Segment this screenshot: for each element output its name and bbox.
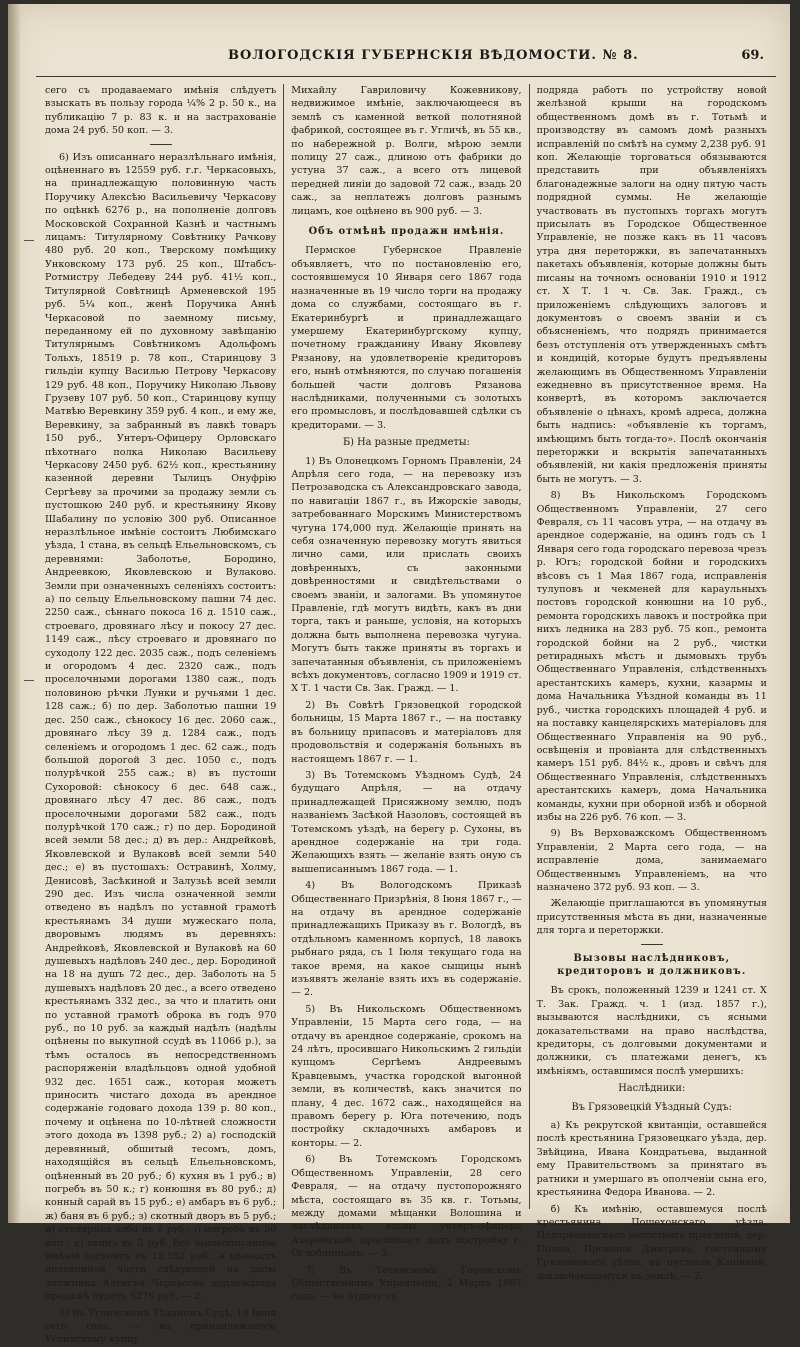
section-title-revocation: Объ отмѣнѣ продажи имѣнія. bbox=[308, 226, 505, 238]
column-3 bbox=[529, 84, 774, 1282]
list-item: б) Къ имѣнію, оставшемуся послѣ крестьянина Пошехонскаго уѣзда, Подорвановскаго волостнаго правленія, дер. Полом, Прокопія Дмитрева, состоящему Грязовецкаго уѣзда, въ пустоши Кашиной, заключающемуся въ землѣ. — 2. bbox=[536, 1203, 767, 1282]
separator bbox=[641, 944, 663, 945]
paragraph: подряда работъ по устройству новой желѣзной крыши на городскомъ общественномъ домѣ въ г. Тотьмѣ и производству въ самомъ домѣ разныхъ исправленій по смѣтѣ на сумму 2,238 руб. 91 коп. Желающіе торговаться обязываются представить при объявленіяхъ благонадежные залоги на одну пятую часть подрядной суммы. Не желающіе участвовать въ пустопыхъ торгахъ могутъ присылать въ Городское Общественное Управленіе, не позже какъ въ 11 часовъ утра дня переторжки, въ запечатанныхъ пакетахъ объявленія, которые должны быть писаны на точномъ основаніи 1910 и 1912 ст. X Т. 1 ч. Св. Зак. Гражд., съ приложеніемъ слѣдующихъ залоговъ и документовъ о своемъ званіи и съ объясненіемъ, что подрядъ принимается безъ отступленія отъ утвержденныхъ смѣтъ и кондицій, которые будутъ предъявлены желающимъ въ Общественномъ Управленіи ежедневно въ присутственное время. На конвертѣ, въ которомъ заключается объявленіе о цѣнахъ, кромѣ адреса, должна быть надпись: «объявленіе къ торгамъ, имѣющимъ быть тогда-то». Послѣ окончанія переторжки и вскрытія запечатанныхъ объявленій, ни какія предложенія приняты быть не могутъ. — 3. bbox=[536, 85, 767, 485]
header-rule bbox=[36, 76, 776, 77]
column-1 bbox=[38, 84, 283, 1346]
running-head: ВОЛОГОДСКІЯ ГУБЕРНСКІЯ ВѢДОМОСТИ. № 8. bbox=[228, 48, 639, 63]
margin-mark bbox=[24, 680, 34, 681]
subsection-heirs: Наслѣдники: bbox=[618, 1083, 686, 1095]
section-title-heirs: Вызовы наслѣдниковъ, кредиторовъ и должниковъ. bbox=[557, 952, 747, 977]
list-item: 4) Въ Вологодскомъ Приказѣ Общественнаго Призрѣнія, 8 Іюня 1867 г., — на отдачу въ арендное содержаніе принадлежащихъ Приказу въ г. Вологдѣ, въ отдѣльномъ каменномъ корпусѣ, 18 лавокъ рыбнаго ряда, съ 1 Іюля текущаго года на такое время, на какое сыщицы нынѣ изъявятъ желаніе взять ихъ въ содержаніе. — 2. bbox=[291, 880, 522, 999]
page-header bbox=[48, 44, 770, 70]
list-item: 8) Въ Никольскомъ Городскомъ Общественномъ Управленіи, 27 сего Февраля, съ 11 часовъ утра, — на отдачу въ арендное содержаніе, на одинъ годъ съ 1 Января сего года городскаго перевоза чрезъ р. Югъ; городской бойни и городскихъ вѣсовъ съ 1 Мая 1867 года, исправленія тулуповъ и чекменей для караульныхъ постовъ городской конюшни на 10 руб., ремонта городскихъ лавокъ и постройка при нихъ ледника на 283 руб. 75 коп., ремонта городской бойни на 2 руб., чистки ретирадныхъ мѣстъ и дымовыхъ трубъ Общественнаго Управленія, слѣдственныхъ арестантскихъ камеръ, кухни, казармы и дома Начальника Уѣздной команды въ 11 руб., чистка городскихъ площадей 4 руб. и на поставку канцелярскихъ матеріаловъ для Общественнаго Управленія на 90 руб., освѣщенія и провіанта для слѣдственныхъ камеръ 151 руб. 84½ к., дровъ и свѣчъ для Общественнаго Управленія, слѣдственныхъ арестантскихъ камеръ, дома Начальника команды, кухни при оборной избѣ и оборной избы на 226 руб. 76 коп. — 3. bbox=[536, 490, 767, 823]
list-item: 2) Въ Совѣтѣ Грязовецкой городской больницы, 15 Марта 1867 г., — на поставку въ больницу припасовъ и матеріаловъ для продовольствія и содержанія больныхъ въ настоящемъ 1867 г. — 1. bbox=[291, 699, 522, 765]
list-item: 7) Въ Тотемскомъ Городскомъ Общественномъ Управленіи, 2 Марта 1867 года, — на отдачу съ bbox=[291, 1264, 522, 1303]
section-title-various: Б) На разные предметы: bbox=[342, 437, 470, 449]
paragraph: Пермское Губернское Правленіе объявляетъ, что по постановленію его, состоявшемуся 10 Января сего 1867 года назначенные въ 19 число торги на продажу дома со службами, состоящаго въ г. Екатеринбургѣ и принадлежащаго умершему Екатеринбургскому купцу, почетному гражданину Ивану Яковлеву Рязанову, на удовлетвореніе кредиторовъ его, нынѣ отмѣняются, по случаю погашенія большей части долговъ Рязанова наслѣдниками, полученными съ золотыхъ его промысловъ, и послѣдовавшей сдѣлки съ кредиторами. — 3. bbox=[291, 245, 522, 431]
list-item: 1) Въ Олонецкомъ Горномъ Правленіи, 24 Апрѣля сего года, — на перевозку изъ Петрозаводска съ Александровскаго завода, по навигаціи 1867 г., въ Ижорскіе заводы, затребованнаго Морскимъ Министерствомъ чугуна 174,000 пуд. Желающіе принять на себя означенную перевозку могутъ явиться лично сами, или прислать своихъ довѣренныхъ, съ законными довѣренностями и свидѣтельствами о своемъ званіи, и залогами. Въ упомянутое Правленіе, гдѣ могутъ видѣть, какъ въ дни торга, такъ и раньше, условія, на которыхъ должна быть выполнена перевозка чугуна. Могутъ быть также приняты въ торгахъ и запечатанныя объявленія, съ приложеніемъ всѣхъ документовъ, согласно 1909 и 1919 ст. X Т. 1 части Св. Зак. Гражд. — 1. bbox=[291, 455, 522, 695]
list-item: 9) Въ Верховажскомъ Общественномъ Управленіи, 2 Марта сего года, — на исправленіе дома, занимаемаго Общественнымъ Управленіемъ, на что назначено 372 руб. 93 коп. — 3. bbox=[536, 828, 767, 893]
column-2 bbox=[283, 84, 528, 1303]
separator bbox=[150, 144, 172, 145]
text-columns bbox=[38, 84, 774, 1346]
page-spine bbox=[8, 4, 20, 1223]
paragraph: Въ срокъ, положенный 1239 и 1241 ст. X Т. Зак. Гражд. ч. 1 (изд. 1857 г.), вызываются наслѣдники, съ ясными доказательствами на право наслѣдства, кредиторы, съ долговыми документами и должники, съ платежами денегъ, къ имѣніямъ, оставшимся послѣ умершихъ: bbox=[536, 985, 767, 1077]
subsection-court: Въ Грязовецкій Уѣздный Судъ: bbox=[571, 1101, 732, 1113]
list-item: 3) Въ Тотемскомъ Уѣздномъ Судѣ, 24 будущаго Апрѣля, — на отдачу принадлежащей Присяжному землю, подъ названіемъ Засѣкой Назоловъ, состоящей въ Тотемскомъ уѣздѣ, на берегу р. Сухоны, въ арендное содержаніе на три года. Желающихъ взять — желаніе взять оную съ вышеписаннымъ 1867 года. — 1. bbox=[291, 769, 522, 875]
paragraph: сего съ продаваемаго имѣнія слѣдуетъ взыскать въ пользу города ¼% 2 р. 50 к., на публикацію 7 р. 83 к. и на застрахованіе дома 24 руб. 50 коп. — 3. bbox=[45, 85, 277, 137]
list-item: а) Къ рекрутской квитанціи, оставшейся послѣ крестьянина Грязовецкаго уѣзда, дер. Звѣйцина, Ивана Кондратьева, выданной ему Правительствомъ за принятаго въ ратники и умершаго въ ополченіи сына его, крестьянина Федора Иванова. — 2. bbox=[536, 1120, 767, 1199]
margin-mark bbox=[24, 240, 34, 241]
list-item: 6) Въ Тотемскомъ Городскомъ Общественномъ Управленіи, 28 сего Февраля, — на отдачу пустопорожняго мѣста, состоящаго въ 35 кв. г. Тотьмы, между домами мѣщанки Волошина и наслѣдниковъ вдовы унтеръ-офицера Азаринской, просившаго подъ постройку г. Оглоблинымъ. — 3. bbox=[291, 1154, 522, 1260]
list-item: 5) Въ Никольскомъ Общественномъ Управленіи, 15 Марта сего года, — на отдачу въ арендное содержаніе, срокомъ на 24 лѣтъ, просившаго Никольскимъ 2 гильдіи купцомъ Сергѣемъ Андреевымъ Кравцевымъ, участка городской выгонной земли, въ количествѣ, какъ значится по плану, 4 дес. 1672 саж., находящейся на правомъ берегу р. Юга потечению, подъ постройку складочныхъ амбаровъ и конторы. — 2. bbox=[291, 1003, 522, 1149]
page-number: 69. bbox=[741, 48, 764, 63]
paragraph: 5) Въ Угличскомъ Уѣздномъ Судѣ, 19 Іюня сего года, — на принадлежащую Угличскому купцу bbox=[45, 1307, 277, 1346]
paragraph: Михайлу Гавриловичу Кожевникову, недвижимое имѣніе, заключающееся въ землѣ съ каменной веткой полотняной фабрикой, состоящее въ г. Угличѣ, въ 55 кв., по набережной р. Волги, мѣрою земли полицу 27 саж., длиною отъ фабрики до устуна 37 саж., а всего отъ лицевой передней линіи до задовой 72 саж., взадь 20 саж., за неплатежъ долговъ разнымъ лицамъ, кое оцѣнено въ 900 руб. — 3. bbox=[291, 85, 522, 217]
newspaper-page bbox=[8, 4, 790, 1346]
paragraph: 6) Изъ описаннаго неразлѣльнаго имѣнія, оцѣненнаго въ 12559 руб. г.г. Черкасовыхъ, на принадлежащую половинную часть Поручику Алексѣю Васильевичу Черкасову по оцѣнкѣ 6276 р., на пополненіе долговъ Московской Сохранной Казнѣ и частнымъ лицамъ: Титулярному Совѣтнику Рачкову 480 руб. 20 коп., Тверскому помѣщику Унковскому 173 руб. 25 коп., Штабсъ-Ротмистру Лебедеву 244 руб. 41½ коп., Титулярной Совѣтницѣ Арменевской 195 руб. 5¼ коп., женѣ Поручика Аннѣ Черкасовой по заемному письму, переданному ей по духовному завѣщанію Титулярнымъ Совѣтникомъ Адольфомъ Тольхъ, 18519 р. 78 коп., Старинцову 3 гильдіи купцу Василью Петрову Черкасову 129 руб. 48 коп., Поручику Николаю Львову Грузеву 107 руб. 50 коп., Старинцову купцу Матвѣю Веревкину 359 руб. 4 коп., и ему же, Веревкину, за забранный въ лавкѣ товаръ 150 руб., Унтеръ-Офицеру Орловскаго пѣхотнаго полка Николаю Васильеву Черкасову 2450 руб. 62½ коп., крестьянину казенной деревни Тылицъ Онуфрію Сергѣеву за прочими за продажу земли съ пустошкою 240 руб. и крестьянину Якову Шабалину по условію 300 руб. Описанное неразлѣльное имѣніе состоитъ Любимскаго уѣзда, 1 стана, въ сельцѣ Ельельновскомъ, съ деревнями: Заболотье, Бородино, Андреевкою, Яковлевскою и Вулаково. Земли при означенныхъ селеніяхъ состоитъ: а) по сельцу Ельельновскому пашни 74 дес. 2250 саж., сѣннаго покоса 16 д. 1510 саж., строеваго, дровянаго лѣсу и покосу 27 дес. 1149 саж., лѣсу строеваго и дровянаго по суходолу 122 дес. 2035 саж., подъ селеніемъ и огородомъ 4 дес. 2320 саж., подъ проселочными дорогами 1380 саж., подъ половиною рѣчки Лунки и ручьями 1 дес. 128 саж.; б) по дер. Заболотью пашни 19 дес. 250 саж., сѣнокосу 16 дес. 2060 саж., дровянаго лѣсу 39 д. 1284 саж., подъ селеніемъ и огородомъ 1 дес. 62 саж., подъ большой дорогой 3 дес. 1050 с., подъ полурѣчкой 255 саж.; в) въ пустоши Сухоровой: сѣнокосу 6 дес. 648 саж., дровянаго лѣсу 47 дес. 86 саж., подъ проселочными дорогами 582 саж., подъ полурѣчкой 170 саж.; г) по дер. Бородиной всей земли 58 дес.; д) въ дер.: Андрейковѣ, Яковлевской и Вулаковѣ всей земли 540 дес.; е) въ пустошахъ: Остравинѣ, Холму, Денисовѣ, Засѣкиной и Залузьѣ всей земли 290 дес. Изъ числа означенной земли отведено въ надѣлъ по уставной грамотѣ крестьянамъ 34 души мужескаго пола, дворовымъ людямъ въ деревняхъ: Андрейковѣ, Яковлевской и Вулаковѣ на 60 душевыхъ надѣловъ 240 дес., дер. Бородиной на 18 на душъ 72 дес., дер. Заболоть на 5 душевыхъ надѣловъ 20 дес., а всего отведено крестьянамъ 332 дес., за что и платить они по уставной грамотѣ оброка въ годъ 970 руб., по 10 руб. за каждый надѣлъ (надѣлы оцѣнены по выкупной ссудѣ въ 11066 р.), за тѣмъ осталось въ непосредственномъ распоряженіи владѣльцовъ одной удобной 932 дес. 1651 саж., которая можетъ приносить чистаго дохода въ арендное содержаніе годоваго дохода 139 р. 80 коп., почему и оцѣнена по 10-лѣтней сложности этого дохода въ 1398 руб.; 2) а) господскій деревянный, обшитый тесомъ, домъ, находящійся въ сельцѣ Ельельновскомъ, оцѣненный въ 20 руб.; б) кухня въ 1 руб.; в) погребъ въ 50 к.; г) конюшня въ 80 руб.; д) конный сарай въ 15 руб.; е) амбаръ въ 6 руб.; ж) баня въ 6 руб.; з) скотный дворъ въ 5 руб.; и) столярная изба въ 1 руб.; і) погребъ въ 50 коп.; к) овинъ въ 3 руб. Все вышеописанное имѣніе состоитъ въ 12,552 руб.; а цѣнность половинной части слѣдующей на долю должника Алексѣя Черкасова подлежащая продажѣ будетъ 6276 руб. — 2. bbox=[45, 151, 277, 1303]
paragraph: Желающіе приглашаются въ упомянутыя присутственныя мѣста въ дни, назначенные для торга и переторжки. bbox=[536, 898, 767, 937]
